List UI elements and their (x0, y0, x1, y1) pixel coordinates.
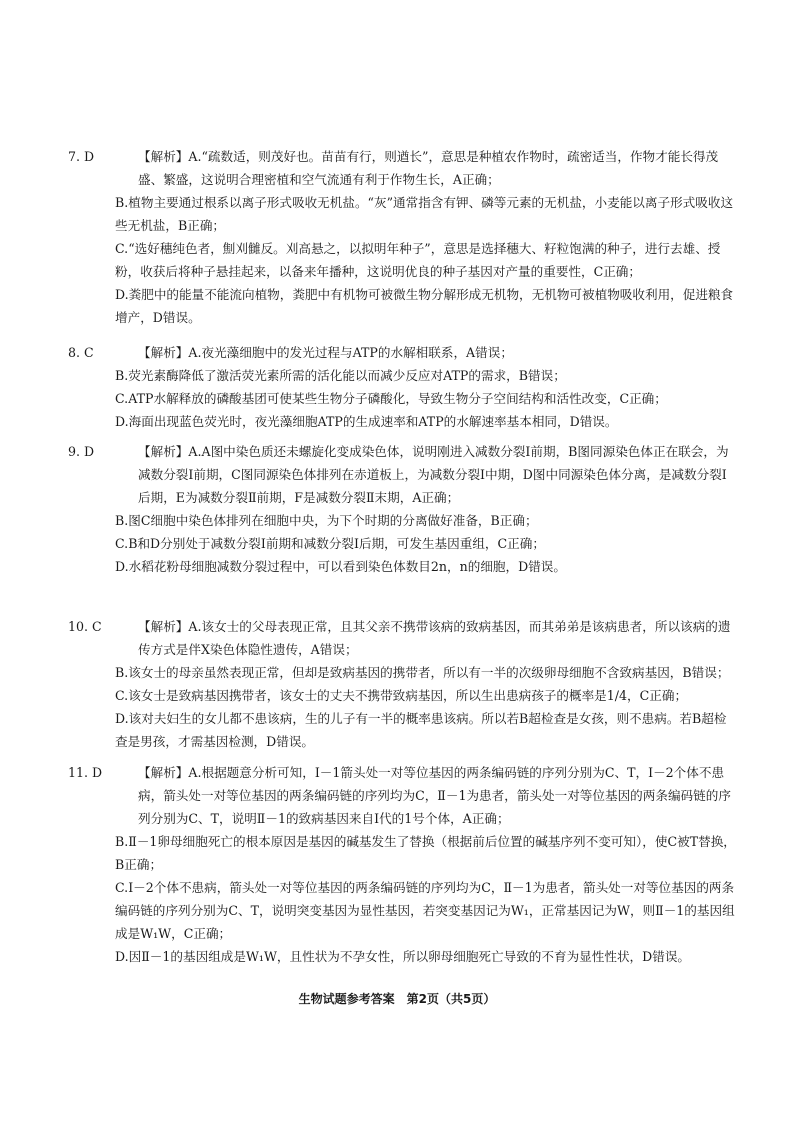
analysis-text: 【解析】A.A图中染色质还未螺旋化变成染色体，说明刚进入减数分裂Ⅰ前期，B图同源染色体正在联会，为减数分裂Ⅰ前期，C图同源染色体排列在赤道板上，为减数分裂Ⅰ中期，D图中同源染色体分离，是减数分裂Ⅰ后期，E为减数分裂Ⅱ前期，F是减数分裂Ⅱ末期，A正确； (138, 444, 729, 505)
option-d: D.粪肥中的能量不能流向植物，粪肥中有机物可被微生物分解形成无机物，无机物可被植物吸收利用，促进粮食增产，D错误。 (115, 287, 734, 325)
answer-item-10 (68, 615, 736, 753)
analysis-text: 【解析】A.该女士的父母表现正常，且其父亲不携带该病的致病基因，而其弟弟是该病患者，所以该病的遗传方式是伴X染色体隐性遗传，A错误； (138, 619, 731, 657)
option-d: D.水稻花粉母细胞减数分裂过程中，可以看到染色体数目2n，n的细胞，D错误。 (115, 559, 566, 574)
option-b: B.图C细胞中染色体排列在细胞中央，为下个时期的分离做好准备，B正确； (115, 513, 538, 528)
option-d: D.海面出现蓝色荧光时，夜光藻细胞ATP的生成速率和ATP的水解速率基本相同，D错误。 (115, 414, 618, 429)
question-number: 8. C (68, 345, 94, 360)
option-c: C.ATP水解释放的磷酸基团可使某些生物分子磷酸化，导致生物分子空间结构和活性改变，C正确； (115, 391, 667, 406)
question-number: 10. C (68, 619, 102, 634)
page-footer: 生物试题参考答案 第2页（共5页） (298, 992, 496, 1006)
option-b: B.植物主要通过根系以离子形式吸收无机盐。“灰”通常指含有钾、磷等元素的无机盐，小麦能以离子形式吸收这些无机盐，B正确； (115, 195, 734, 233)
analysis-text: 【解析】A.“疏数适，则茂好也。苗苗有行，则遒长”，意思是种植农作物时，疏密适当，作物才能长得茂盛、繁盛，这说明合理密植和空气流通有利于作物生长，A正确； (138, 149, 719, 187)
analysis-text: 【解析】A.根据题意分析可知，Ⅰ－1箭头处一对等位基因的两条编码链的序列分别为C、T，Ⅰ－2个体不患病，箭头处一对等位基因的两条编码链的序列均为C，Ⅱ－1为患者，箭头处一对等位基因的两条编码链的序列分别为C、T，说明Ⅱ－1的致病基因来自Ⅰ代的1号个体，A正确； (138, 765, 731, 826)
option-b: B.Ⅱ－1卵母细胞死亡的根本原因是基因的碱基发生了替换（根据前后位置的碱基序列不变可知），使C被T替换，B正确； (115, 834, 736, 872)
answer-item-9 (68, 440, 736, 578)
question-number: 11. D (68, 765, 103, 780)
answer-item-7 (68, 145, 736, 329)
answer-item-11 (68, 761, 736, 968)
option-c: C.“选好穗纯色者，劁刈雠反。刈高悬之，以拟明年种子”，意思是选择穗大、籽粒饱满的种子，进行去雄、授粉，收获后将种子悬挂起来，以备来年播种，这说明优良的种子基因对产量的重要性，C正确； (115, 241, 721, 279)
option-c: C.Ⅰ－2个体不患病，箭头处一对等位基因的两条编码链的序列均为C，Ⅱ－1为患者，箭头处一对等位基因的两条编码链的序列分别为C、T，说明突变基因为显性基因，若突变基因记为W₁，正常基因记为W，则Ⅱ－1的基因组成是W₁W，C正确； (115, 880, 735, 941)
answer-item-8 (68, 341, 736, 433)
option-b: B.该女士的母亲虽然表现正常，但却是致病基因的携带者，所以有一半的次级卵母细胞不含致病基因，B错误； (115, 665, 730, 680)
option-c: C.B和D分别处于减数分裂Ⅰ前期和减数分裂Ⅰ后期，可发生基因重组，C正确； (115, 536, 545, 551)
option-c: C.该女士是致病基因携带者，该女士的丈夫不携带致病基因，所以生出患病孩子的概率是1/4，C正确； (115, 688, 688, 703)
option-b: B.荧光素酶降低了激活荧光素所需的活化能以而减少反应对ATP的需求，B错误； (115, 368, 566, 383)
option-d: D.该对夫妇生的女儿都不患该病，生的儿子有一半的概率患该病。所以若B超检查是女孩，则不患病。若B超检查是男孩，才需基因检测，D错误。 (115, 711, 727, 749)
option-d: D.因Ⅱ－1的基因组成是W₁W，且性状为不孕女性，所以卵母细胞死亡导致的不育为显性性状，D错误。 (115, 949, 691, 964)
question-number: 7. D (68, 149, 95, 164)
question-number: 9. D (68, 444, 95, 459)
analysis-text: 【解析】A.夜光藻细胞中的发光过程与ATP的水解相联系，A错误； (138, 345, 513, 360)
